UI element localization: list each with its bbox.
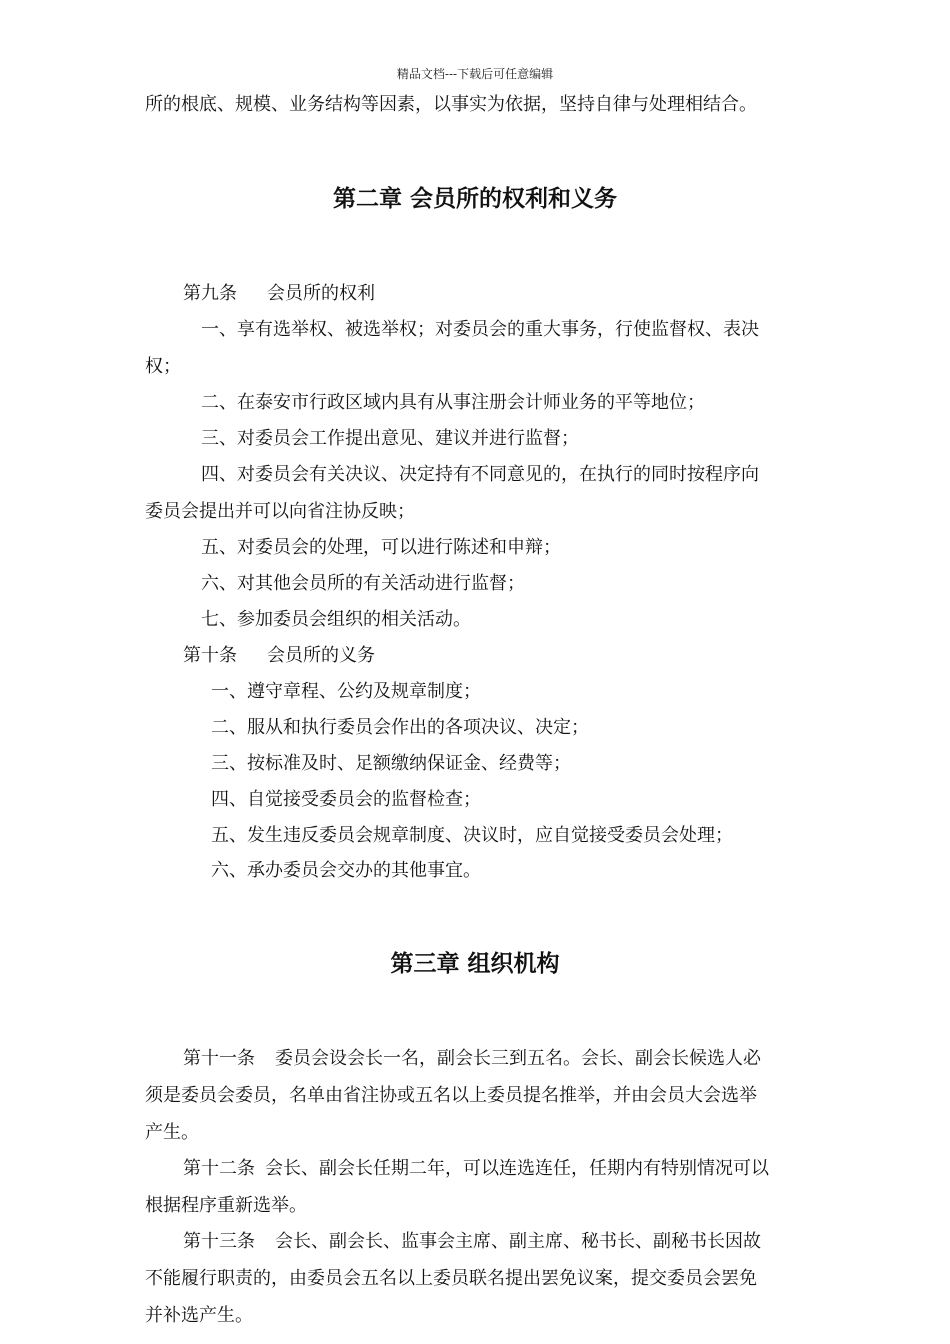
article-12-number: 第十二条 bbox=[183, 1158, 255, 1179]
right-item-2: 二、在泰安市行政区域内具有从事注册会计师业务的平等地位； bbox=[201, 392, 705, 413]
right-item-7: 七、参加委员会组织的相关活动。 bbox=[201, 609, 471, 630]
article-13-line-1: 第十三条 会长、副会长、监事会主席、副主席、秘书长、副秘书长因故 bbox=[183, 1231, 761, 1252]
duty-item-5: 五、发生违反委员会规章制度、决议时，应自觉接受委员会处理； bbox=[211, 825, 733, 846]
article-12-line-1: 第十二条 会长、副会长任期二年，可以连选连任，任期内有特别情况可以 bbox=[183, 1158, 769, 1179]
chapter-3-heading: 第三章 组织机构 bbox=[390, 951, 560, 977]
duty-item-2: 二、服从和执行委员会作出的各项决议、决定； bbox=[211, 717, 589, 738]
article-12-line-2: 根据程序重新选举。 bbox=[145, 1195, 307, 1216]
article-11-number: 第十一条 bbox=[183, 1048, 255, 1069]
right-item-4-continued: 委员会提出并可以向省注协反映； bbox=[145, 501, 415, 522]
article-10-number: 第十条 bbox=[183, 645, 237, 666]
article-10-heading bbox=[183, 644, 375, 668]
right-item-1-continued: 权； bbox=[145, 356, 181, 377]
chapter-2-heading: 第二章 会员所的权利和义务 bbox=[332, 186, 617, 212]
right-item-4: 四、对委员会有关决议、决定持有不同意见的，在执行的同时按程序向 bbox=[201, 464, 759, 485]
right-item-6: 六、对其他会员所的有关活动进行监督； bbox=[201, 573, 525, 594]
article-13-line-2: 不能履行职责的，由委员会五名以上委员联名提出罢免议案，提交委员会罢免 bbox=[145, 1268, 757, 1289]
duty-item-6: 六、承办委员会交办的其他事宜。 bbox=[211, 860, 481, 881]
article-13-number: 第十三条 bbox=[183, 1231, 255, 1252]
article-9-number: 第九条 bbox=[183, 283, 237, 304]
article-11-line-3: 产生。 bbox=[145, 1122, 199, 1143]
duty-item-3: 三、按标准及时、足额缴纳保证金、经费等； bbox=[211, 753, 571, 774]
article-13-line-3: 并补选产生。 bbox=[145, 1305, 253, 1326]
right-item-5: 五、对委员会的处理，可以进行陈述和申辩； bbox=[201, 537, 561, 558]
article-9-heading bbox=[183, 282, 375, 306]
right-item-1: 一、享有选举权、被选举权；对委员会的重大事务，行使监督权、表决 bbox=[201, 319, 759, 340]
right-item-3: 三、对委员会工作提出意见、建议并进行监督； bbox=[201, 428, 579, 449]
duty-item-4: 四、自觉接受委员会的监督检查； bbox=[211, 789, 481, 810]
article-11-line-2: 须是委员会委员，名单由省注协或五名以上委员提名推举，并由会员大会选举 bbox=[145, 1085, 757, 1106]
paragraph-line: 所的根底、规模、业务结构等因素，以事实为依据，坚持自律与处理相结合。 bbox=[145, 94, 757, 115]
page-header: 精品文档---下载后可任意编辑 bbox=[396, 67, 554, 81]
duty-item-1: 一、遵守章程、公约及规章制度； bbox=[211, 681, 481, 702]
article-10-title: 会员所的义务 bbox=[267, 645, 375, 666]
article-9-title: 会员所的权利 bbox=[267, 283, 375, 304]
article-11-line-1: 第十一条 委员会设会长一名，副会长三到五名。会长、副会长候选人必 bbox=[183, 1048, 761, 1069]
